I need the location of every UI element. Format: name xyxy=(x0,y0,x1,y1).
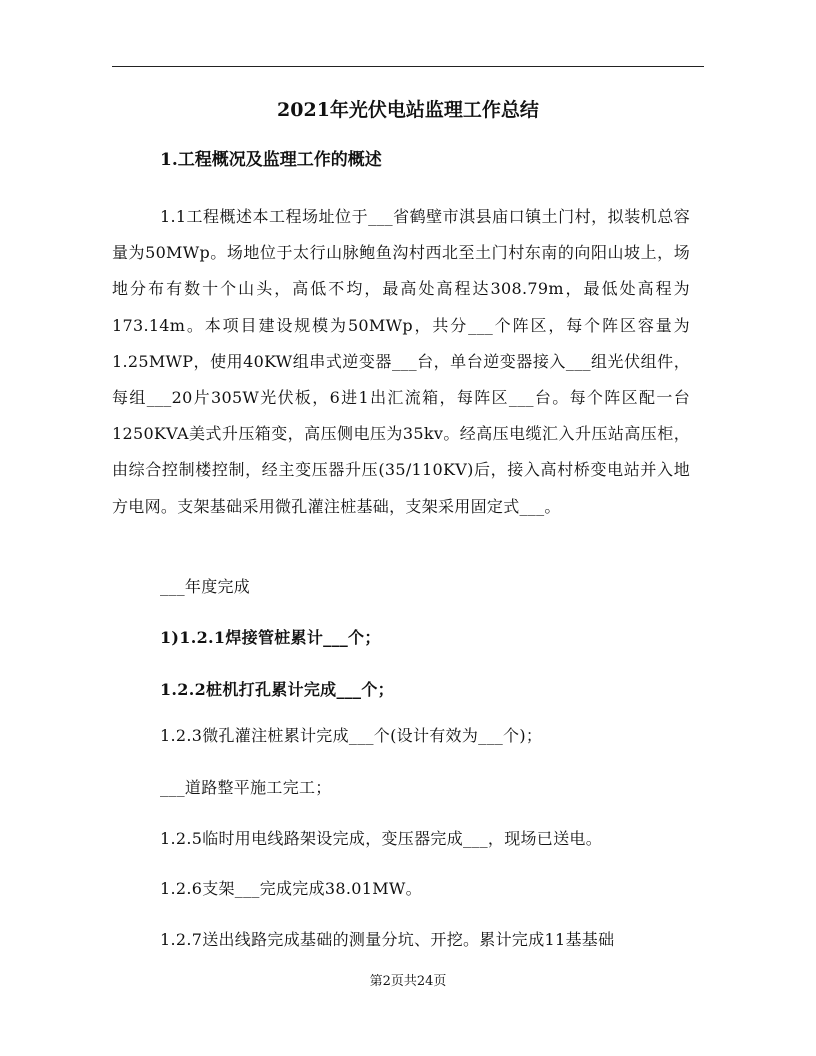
item-road-leveling: ___道路整平施工完工； xyxy=(160,778,332,797)
item-1-2-2: 1.2.2桩机打孔累计完成___个； xyxy=(160,680,394,699)
header-rule xyxy=(112,66,704,67)
overview-paragraph: 1.1工程概述本工程场址位于___省鹤壁市淇县庙口镇土门村，拟装机总容量为50MWp。场地位于太行山脉鲍鱼沟村西北至土门村东南的向阳山坡上，场地分布有数十个山头，高低不均，最高处高程达308.79m，最低处高程为173.14m。本项目建设规模为50MWp，共分___个阵区，每个阵区容量为1.25MWP，使用40KW组串式逆变器___台，单台逆变器接入___组光伏组件，每组___20片305W光伏板，6进1出汇流箱，每阵区___台。每个阵区配一台1250KVA美式升压箱变，高压侧电压为35kv。经高压电缆汇入升压站高压柜，由综合控制楼控制，经主变压器升压(35/110KV)后，接入高村桥变电站并入地方电网。支架基础采用微孔灌注桩基础，支架采用固定式___。 xyxy=(112,207,690,516)
document-title: 2021年光伏电站监理工作总结 xyxy=(277,99,539,121)
item-1-2-1: 1)1.2.1焊接管桩累计___个； xyxy=(160,628,381,647)
item-1-2-6: 1.2.6支架___完成完成38.01MW。 xyxy=(160,879,422,898)
page-number: 第2页共24页 xyxy=(369,974,447,989)
item-1-2-7: 1.2.7送出线路完成基础的测量分坑、开挖。累计完成11基基础 xyxy=(160,930,615,949)
section-heading: 1.工程概况及监理工作的概述 xyxy=(160,150,382,170)
item-1-2-5: 1.2.5临时用电线路架设完成，变压器完成___，现场已送电。 xyxy=(160,829,603,848)
year-completion-line: ___年度完成 xyxy=(160,577,251,596)
item-1-2-3: 1.2.3微孔灌注桩累计完成___个(设计有效为___个)； xyxy=(160,726,543,745)
